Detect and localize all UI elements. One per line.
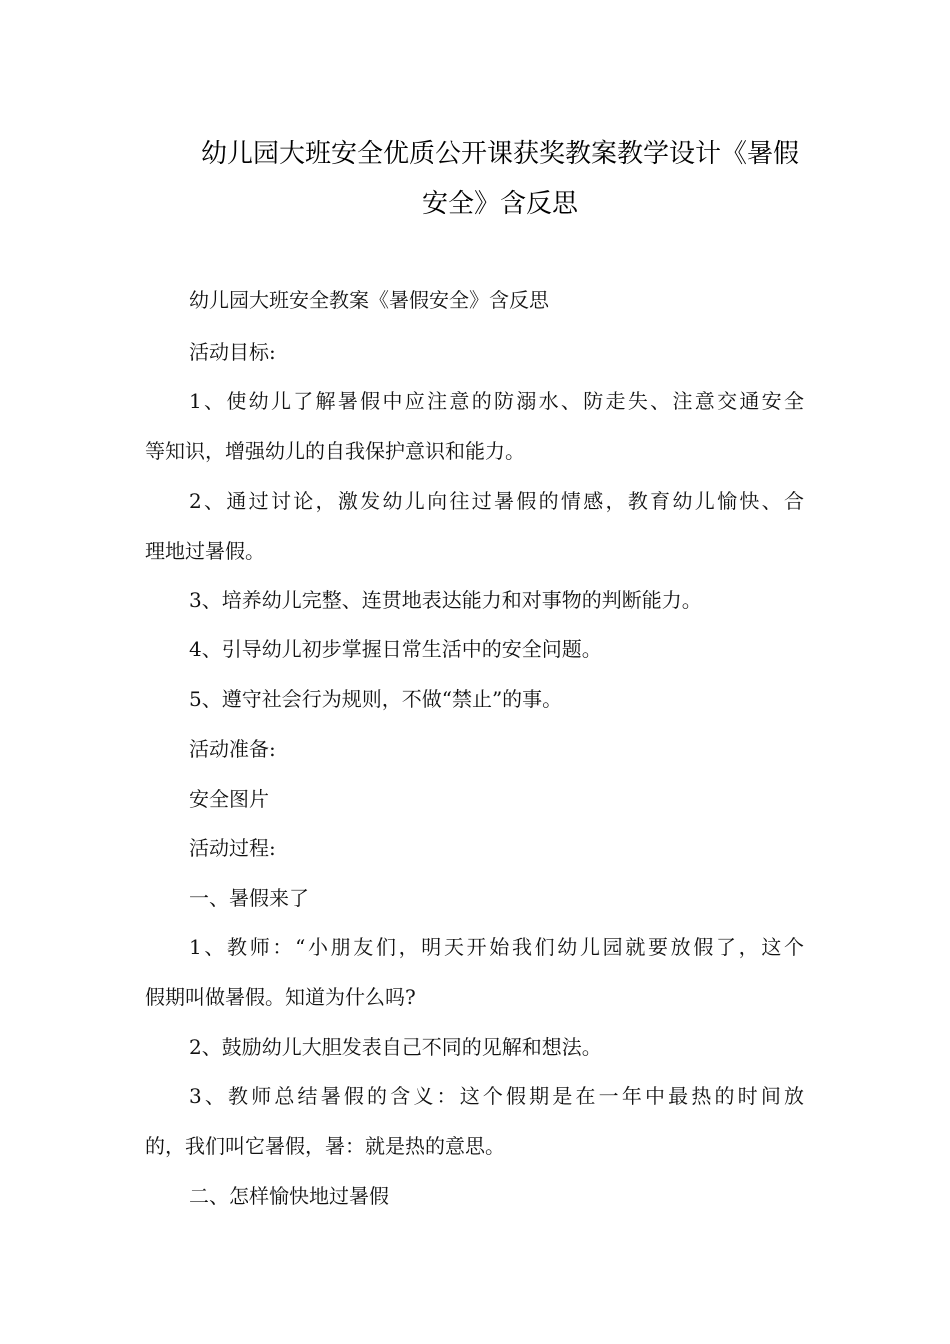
- goal-2-line-1: 2、通过讨论，激发幼儿向往过暑假的情感，教育幼儿愉快、合: [189, 489, 804, 513]
- goal-1-line-1: 1、使幼儿了解暑假中应注意的防溺水、防走失、注意交通安全: [189, 389, 804, 413]
- goal-2-line-2: 理地过暑假。: [145, 539, 265, 563]
- prep-item: 安全图片: [189, 787, 269, 811]
- goal-5: 5、遵守社会行为规则，不做“禁止”的事。: [189, 687, 563, 711]
- section-2-heading: 二、怎样愉快地过暑假: [189, 1184, 389, 1208]
- goal-4: 4、引导幼儿初步掌握日常生活中的安全问题。: [189, 637, 602, 661]
- prep-heading: 活动准备:: [189, 737, 276, 761]
- section-1-heading: 一、暑假来了: [189, 886, 309, 910]
- lesson-subtitle: 幼儿园大班安全教案《暑假安全》含反思: [189, 288, 549, 312]
- step-1-line-2: 假期叫做暑假。知道为什么吗?: [145, 985, 416, 1009]
- process-heading: 活动过程:: [189, 836, 276, 860]
- goal-3: 3、培养幼儿完整、连贯地表达能力和对事物的判断能力。: [189, 588, 702, 612]
- document-title-line-2: 安全》含反思: [421, 189, 578, 219]
- step-1-line-1: 1、教师：“小朋友们，明天开始我们幼儿园就要放假了，这个: [189, 935, 804, 959]
- goal-1-line-2: 等知识，增强幼儿的自我保护意识和能力。: [145, 439, 525, 463]
- document-title-line-1: 幼儿园大班安全优质公开课获奖教案教学设计《暑假: [200, 139, 799, 169]
- step-2: 2、鼓励幼儿大胆发表自己不同的见解和想法。: [189, 1035, 602, 1059]
- step-3-line-2: 的，我们叫它暑假，暑：就是热的意思。: [145, 1134, 505, 1158]
- step-3-line-1: 3、教师总结暑假的含义：这个假期是在一年中最热的时间放: [189, 1084, 804, 1108]
- goals-heading: 活动目标:: [189, 340, 276, 364]
